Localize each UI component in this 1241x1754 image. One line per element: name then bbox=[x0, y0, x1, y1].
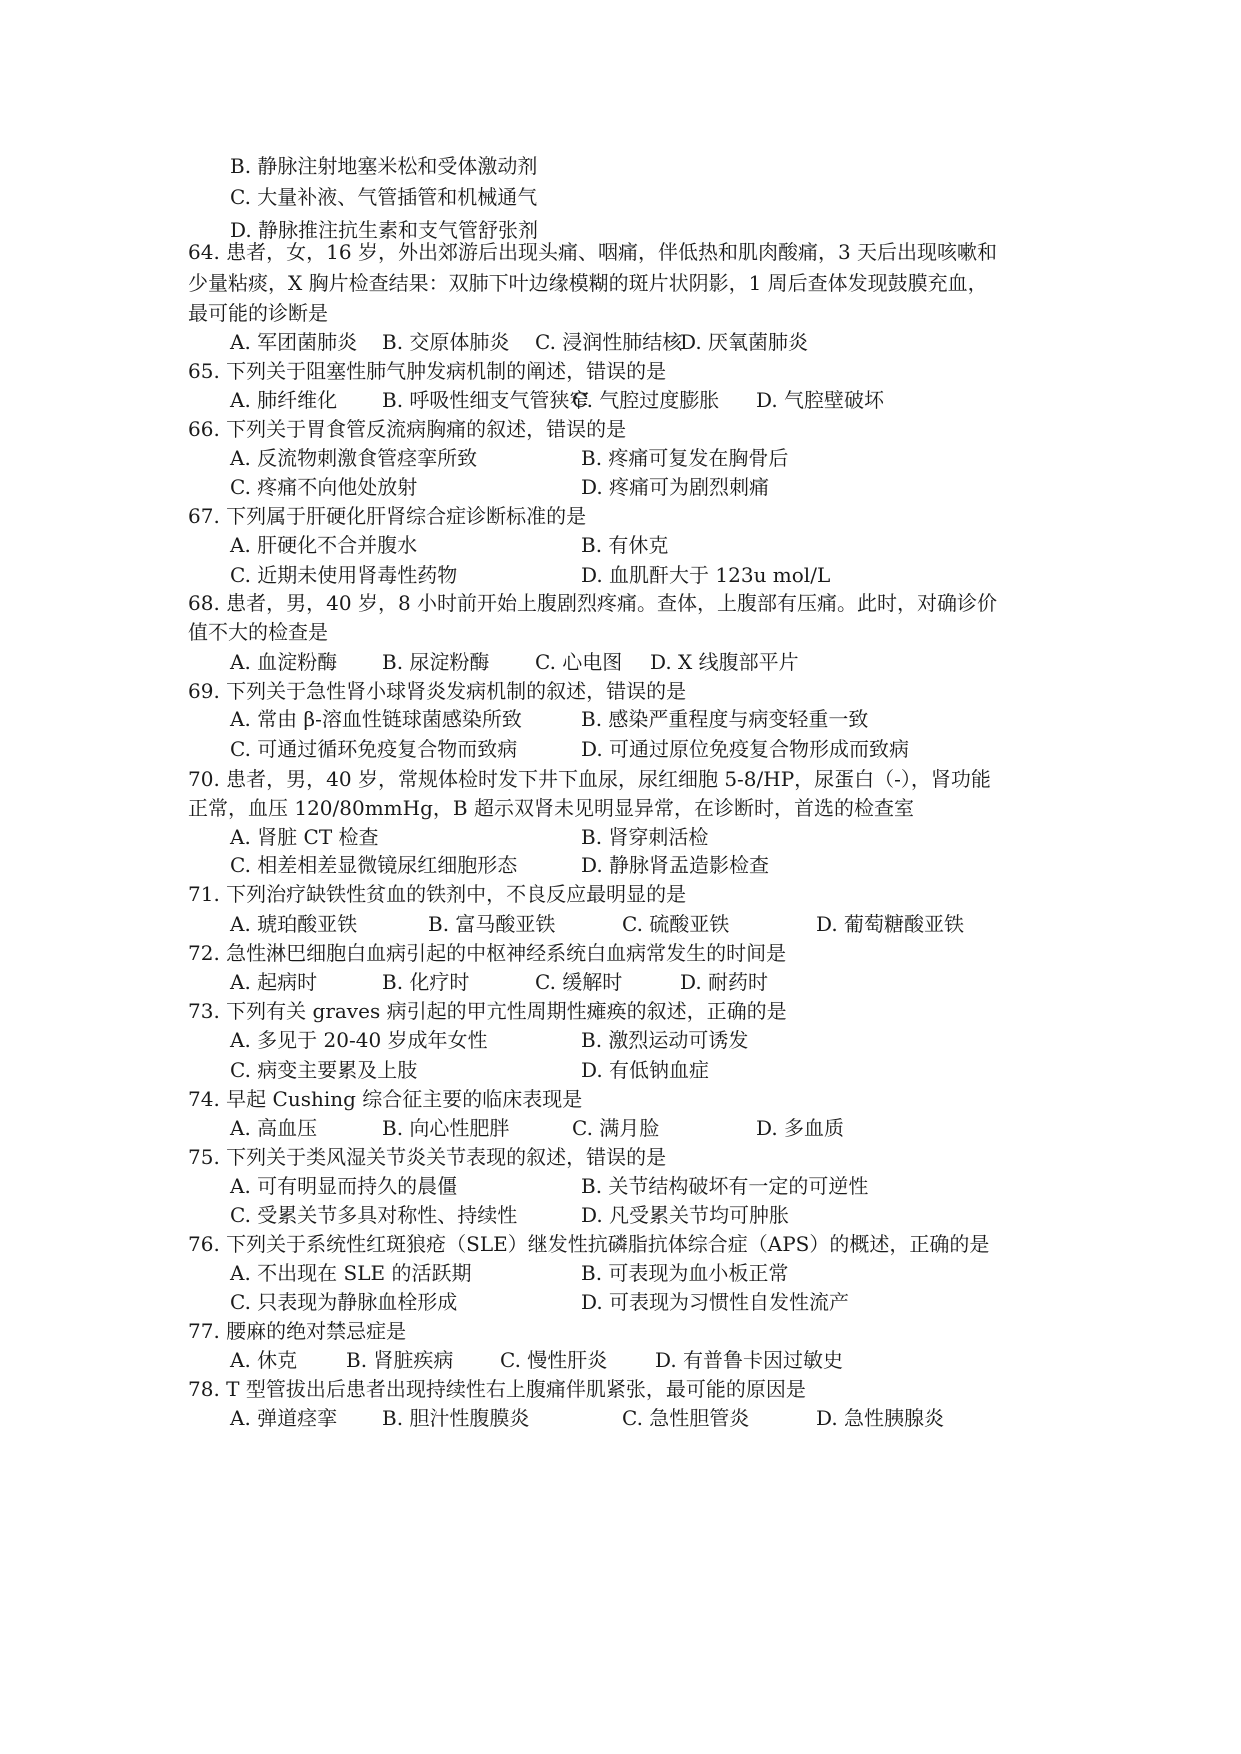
question-text-line: 77. 腰麻的绝对禁忌症是 bbox=[188, 1319, 407, 1343]
answer-option: A. 起病时 bbox=[230, 970, 318, 994]
answer-option: A. 高血压 bbox=[230, 1116, 318, 1140]
question-text-line: 70. 患者，男，40 岁，常规体检时发下井下血尿，尿红细胞 5-8/HP，尿蛋白（-），肾功能 bbox=[188, 767, 991, 791]
answer-option: B. 可表现为血小板正常 bbox=[581, 1261, 789, 1285]
answer-option: B. 肾穿刺活检 bbox=[581, 825, 709, 849]
question-text-line: 67. 下列属于肝硬化肝肾综合症诊断标准的是 bbox=[188, 504, 587, 528]
answer-option: A. 肺纤维化 bbox=[230, 388, 338, 412]
answer-option: D. 可表现为习惯性自发性流产 bbox=[581, 1290, 850, 1314]
answer-option: C. 疼痛不向他处放射 bbox=[230, 475, 418, 499]
answer-option: B. 呼吸性细支气管狭窄 bbox=[382, 388, 590, 412]
answer-option: C. 浸润性肺结核 bbox=[535, 330, 683, 354]
question-text-line: 69. 下列关于急性肾小球肾炎发病机制的叙述，错误的是 bbox=[188, 679, 687, 703]
question-text-line: 正常，血压 120/80mmHg，B 超示双肾未见明显异常，在诊断时，首选的检查室 bbox=[188, 796, 914, 820]
answer-option: C. 急性胆管炎 bbox=[622, 1406, 750, 1430]
answer-option: C. 近期未使用肾毒性药物 bbox=[230, 563, 458, 587]
answer-option: B. 化疗时 bbox=[382, 970, 470, 994]
answer-option: B. 尿淀粉酶 bbox=[382, 650, 490, 674]
answer-option: C. 慢性肝炎 bbox=[500, 1348, 608, 1372]
answer-option: B. 胆汁性腹膜炎 bbox=[382, 1406, 530, 1430]
answer-option: C. 只表现为静脉血栓形成 bbox=[230, 1290, 458, 1314]
answer-option: A. 血淀粉酶 bbox=[230, 650, 338, 674]
question-text-line: 73. 下列有关 graves 病引起的甲亢性周期性瘫痪的叙述，正确的是 bbox=[188, 999, 787, 1023]
answer-option: B. 感染严重程度与病变轻重一致 bbox=[581, 707, 869, 731]
answer-options-line: B. 静脉注射地塞米松和受体激动剂 bbox=[230, 154, 538, 178]
question-text-line: 78. T 型管拔出后患者出现持续性右上腹痛伴肌紧张，最可能的原因是 bbox=[188, 1377, 806, 1401]
question-text-line: 76. 下列关于系统性红斑狼疮（SLE）继发性抗磷脂抗体综合症（APS）的概述，正确的是 bbox=[188, 1232, 990, 1256]
question-text-line: 66. 下列关于胃食管反流病胸痛的叙述，错误的是 bbox=[188, 417, 627, 441]
answer-options-line: D. 静脉推注抗生素和支气管舒张剂 bbox=[230, 218, 539, 242]
answer-option: C. 满月脸 bbox=[572, 1116, 660, 1140]
answer-option: A. 肾脏 CT 检查 bbox=[230, 825, 379, 849]
answer-option: D. 厌氧菌肺炎 bbox=[680, 330, 809, 354]
answer-option: D. 静脉肾盂造影检查 bbox=[581, 853, 770, 877]
answer-option: B. 交原体肺炎 bbox=[382, 330, 510, 354]
question-text-line: 少量粘痰，X 胸片检查结果：双肺下叶边缘模糊的斑片状阴影，1 周后查体发现鼓膜充血， bbox=[188, 271, 988, 295]
answer-option: A. 琥珀酸亚铁 bbox=[230, 912, 358, 936]
answer-option: B. 向心性肥胖 bbox=[382, 1116, 510, 1140]
answer-option: D. 葡萄糖酸亚铁 bbox=[816, 912, 965, 936]
answer-option: D. 多血质 bbox=[756, 1116, 845, 1140]
answer-option: B. 激烈运动可诱发 bbox=[581, 1028, 749, 1052]
answer-option: C. 可通过循环免疫复合物而致病 bbox=[230, 737, 518, 761]
answer-option: C. 气腔过度膨胀 bbox=[572, 388, 720, 412]
answer-option: A. 军团菌肺炎 bbox=[230, 330, 358, 354]
answer-option: A. 肝硬化不合并腹水 bbox=[230, 533, 418, 557]
answer-option: D. 耐药时 bbox=[680, 970, 769, 994]
question-text-line: 68. 患者，男，40 岁，8 小时前开始上腹剧烈疼痛。查体，上腹部有压痛。此时，对确诊价 bbox=[188, 591, 998, 615]
answer-option: A. 弹道痉挛 bbox=[230, 1406, 338, 1430]
answer-option: A. 不出现在 SLE 的活跃期 bbox=[230, 1261, 472, 1285]
answer-option: A. 常由 β-溶血性链球菌感染所致 bbox=[230, 707, 522, 731]
answer-options-line: C. 大量补液、气管插管和机械通气 bbox=[230, 185, 538, 209]
question-text-line: 71. 下列治疗缺铁性贫血的铁剂中，不良反应最明显的是 bbox=[188, 882, 687, 906]
answer-option: C. 缓解时 bbox=[535, 970, 623, 994]
answer-option: D. 有低钠血症 bbox=[581, 1058, 710, 1082]
answer-option: B. 富马酸亚铁 bbox=[428, 912, 556, 936]
answer-option: C. 受累关节多具对称性、持续性 bbox=[230, 1203, 518, 1227]
answer-option: D. 急性胰腺炎 bbox=[816, 1406, 945, 1430]
answer-option: C. 相差相差显微镜尿红细胞形态 bbox=[230, 853, 518, 877]
question-text-line: 75. 下列关于类风湿关节炎关节表现的叙述，错误的是 bbox=[188, 1145, 667, 1169]
answer-option: D. X 线腹部平片 bbox=[650, 650, 799, 674]
answer-option: A. 多见于 20-40 岁成年女性 bbox=[230, 1028, 488, 1052]
question-text-line: 72. 急性淋巴细胞白血病引起的中枢神经系统白血病常发生的时间是 bbox=[188, 941, 787, 965]
answer-option: D. 血肌酐大于 123u mol/L bbox=[581, 563, 831, 587]
answer-option: D. 可通过原位免疫复合物形成而致病 bbox=[581, 737, 910, 761]
answer-option: D. 凡受累关节均可肿胀 bbox=[581, 1203, 790, 1227]
answer-option: A. 可有明显而持久的晨僵 bbox=[230, 1174, 458, 1198]
question-text-line: 65. 下列关于阻塞性肺气肿发病机制的阐述，错误的是 bbox=[188, 359, 667, 383]
answer-option: D. 有普鲁卡因过敏史 bbox=[655, 1348, 844, 1372]
answer-option: D. 疼痛可为剧烈刺痛 bbox=[581, 475, 770, 499]
answer-option: B. 疼痛可复发在胸骨后 bbox=[581, 446, 789, 470]
answer-option: B. 肾脏疾病 bbox=[346, 1348, 454, 1372]
question-text-line: 最可能的诊断是 bbox=[188, 301, 328, 325]
answer-option: C. 心电图 bbox=[535, 650, 623, 674]
answer-option: B. 关节结构破坏有一定的可逆性 bbox=[581, 1174, 869, 1198]
answer-option: A. 休克 bbox=[230, 1348, 298, 1372]
question-text-line: 74. 早起 Cushing 综合征主要的临床表现是 bbox=[188, 1087, 583, 1111]
answer-option: B. 有休克 bbox=[581, 533, 669, 557]
answer-option: C. 病变主要累及上肢 bbox=[230, 1058, 418, 1082]
answer-option: A. 反流物刺激食管痉挛所致 bbox=[230, 446, 478, 470]
answer-option: D. 气腔壁破坏 bbox=[756, 388, 885, 412]
answer-option: C. 硫酸亚铁 bbox=[622, 912, 730, 936]
question-text-line: 64. 患者，女，16 岁，外出郊游后出现头痛、咽痛，伴低热和肌肉酸痛，3 天后出现咳嗽和 bbox=[188, 240, 998, 264]
question-text-line: 值不大的检查是 bbox=[188, 620, 328, 644]
